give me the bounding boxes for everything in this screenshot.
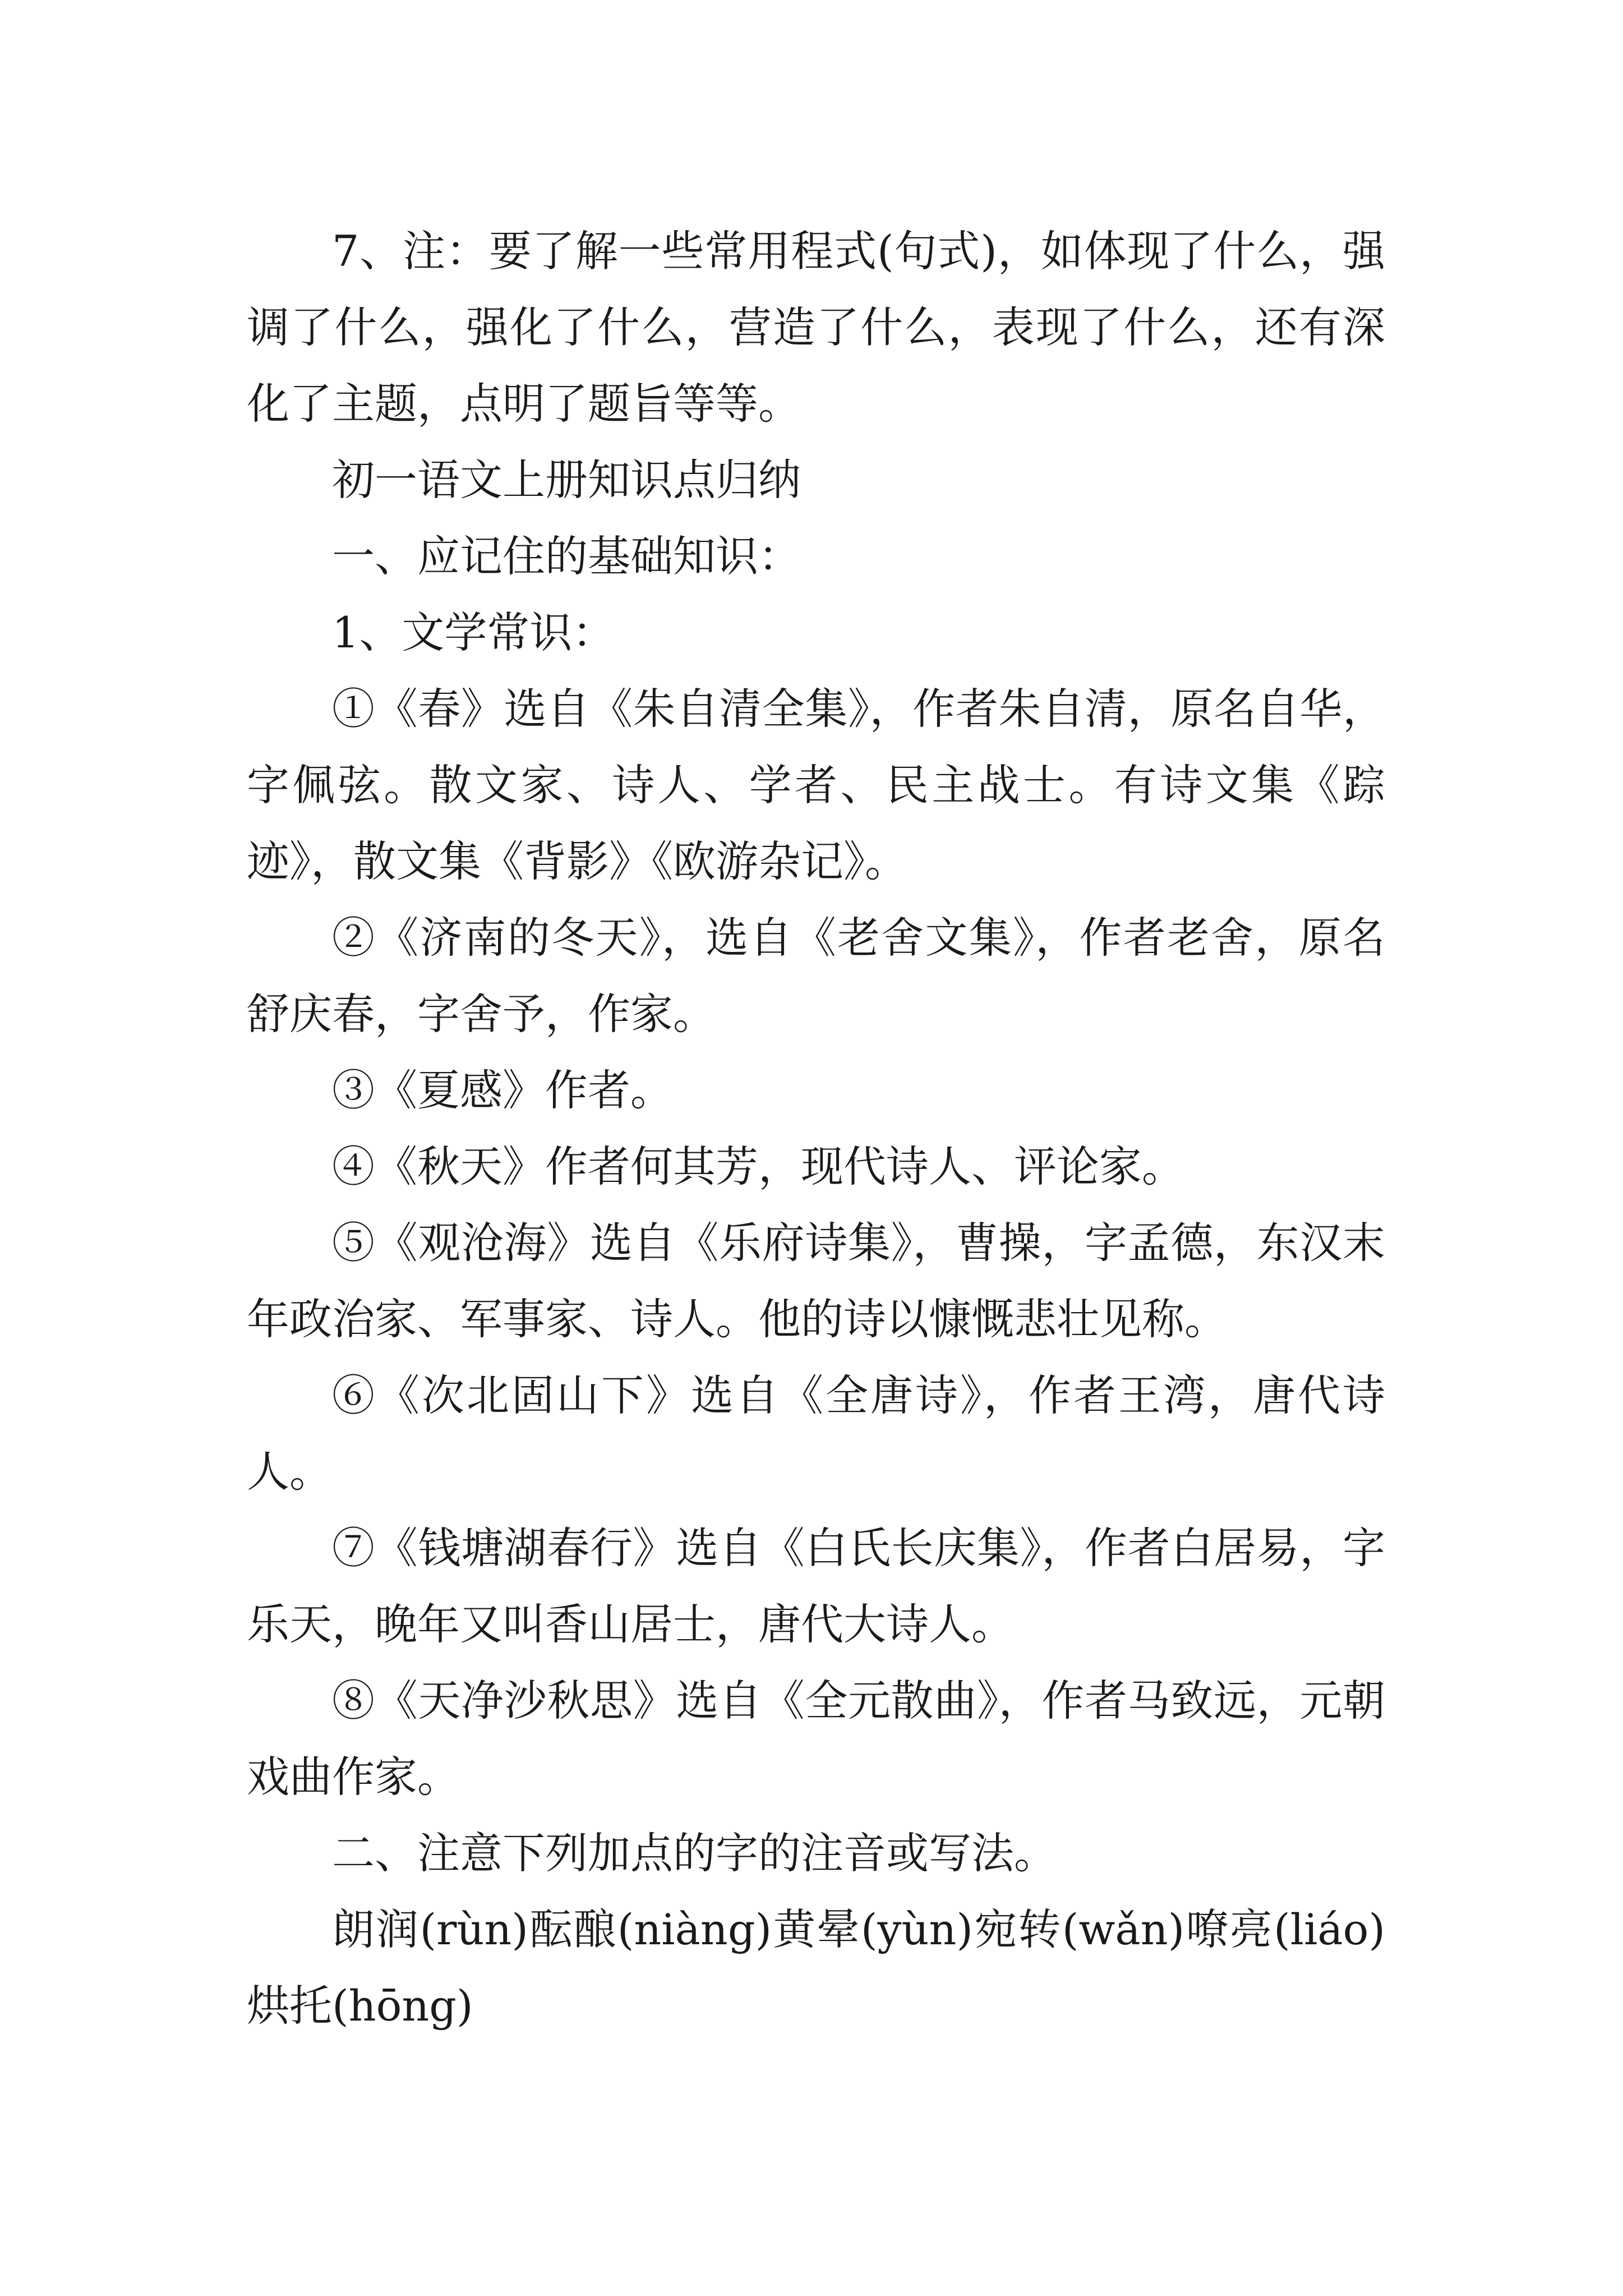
pronunciation-list: 朗润(rùn)酝酿(niàng)黄晕(yùn)宛转(wǎn)嘹亮(liáo)烘托(hōng)	[247, 1904, 1385, 2031]
heading-pronunciation: 二、注意下列加点的字的注音或写法。	[332, 1828, 1057, 1878]
section-title: 初一语文上册知识点归纳	[332, 455, 801, 505]
list-item-qiutian: ④《秋天》作者何其芳，现代诗人、评论家。	[332, 1142, 1184, 1191]
list-item-guancanghai: ⑤《观沧海》选自《乐府诗集》，曹操，字孟德，东汉末年政治家、军事家、诗人。他的诗以慷慨悲壮见称。	[247, 1218, 1385, 1344]
list-item-xiagan: ③《夏感》作者。	[332, 1065, 673, 1115]
heading-basic-knowledge: 一、应记住的基础知识：	[332, 531, 801, 581]
list-item-cibeigushanxia: ⑥《次北固山下》选自《全唐诗》，作者王湾，唐代诗人。	[247, 1370, 1385, 1497]
list-item-chun: ①《春》选自《朱自清全集》，作者朱自清，原名自华，字佩弦。散文家、诗人、学者、民主战士。有诗文集《踪迹》，散文集《背影》《欧游杂记》。	[247, 684, 1385, 886]
paragraph-note-7: 7、注：要了解一些常用程式(句式)，如体现了什么，强调了什么，强化了什么，营造了什么，表现了什么，还有深化了主题，点明了题旨等等。	[247, 226, 1385, 429]
document-page	[247, 213, 1385, 2044]
list-item-qiantanghu: ⑦《钱塘湖春行》选自《白氏长庆集》，作者白居易，字乐天，晚年又叫香山居士，唐代大诗人。	[247, 1523, 1385, 1649]
list-item-jinan-winter: ②《济南的冬天》，选自《老舍文集》，作者老舍，原名舒庆春，字舍予，作家。	[247, 913, 1385, 1039]
heading-literary-knowledge: 1、文学常识：	[332, 608, 615, 657]
list-item-tianjingsha: ⑧《天净沙秋思》选自《全元散曲》，作者马致远，元朝戏曲作家。	[247, 1676, 1385, 1802]
